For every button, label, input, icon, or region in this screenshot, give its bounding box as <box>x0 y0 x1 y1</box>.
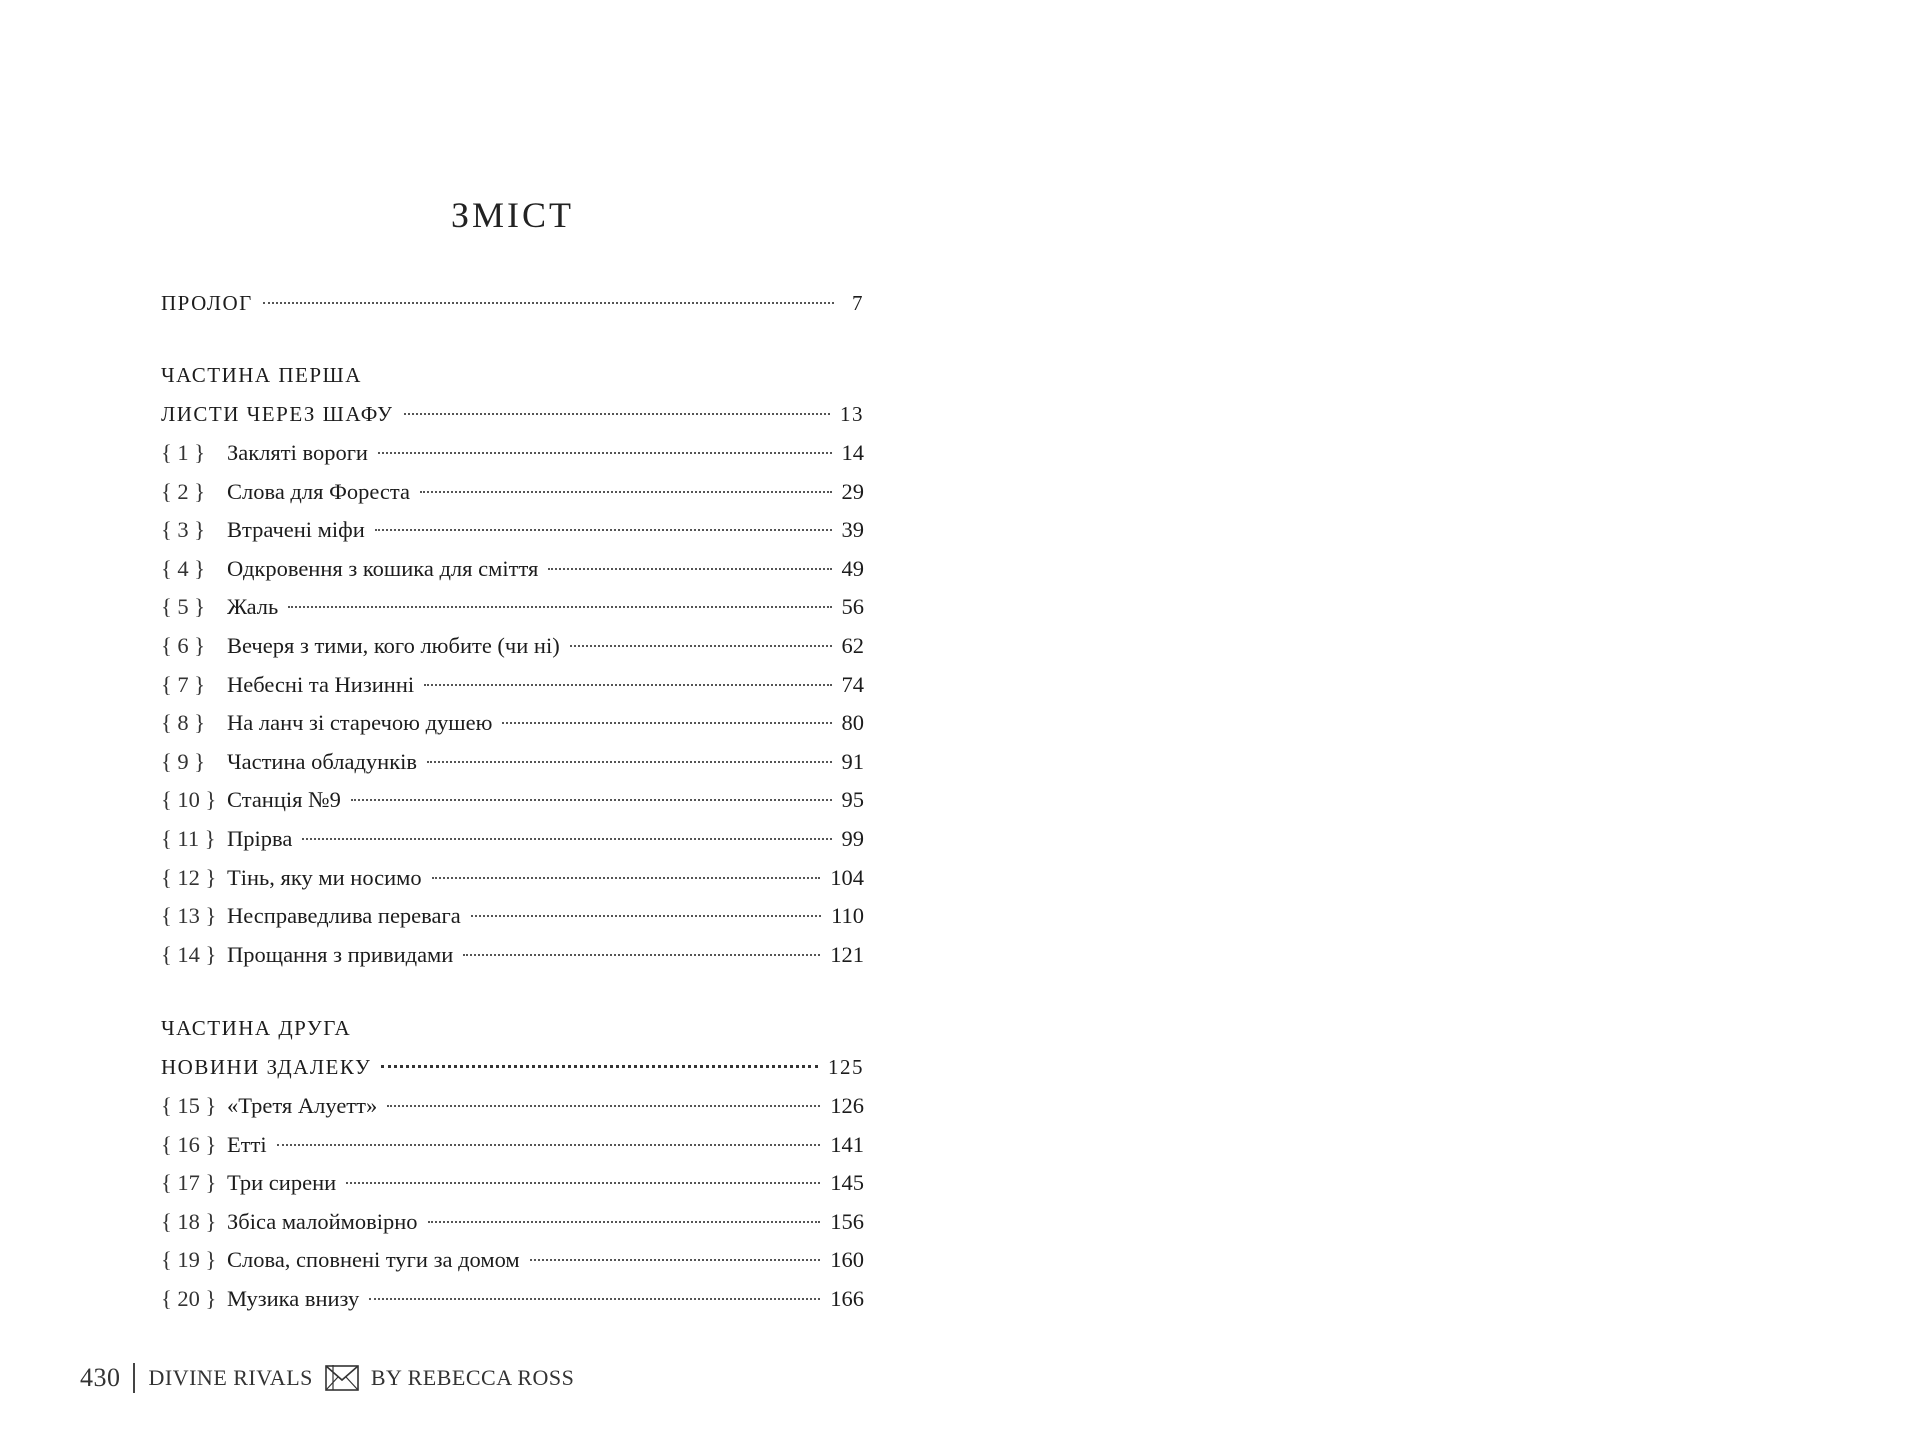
chapter-title: Слова, сповнені туги за домом <box>227 1247 520 1273</box>
chapter-page: 95 <box>841 787 864 813</box>
chapter-title: Прощання з привидами <box>227 941 454 967</box>
right-page <box>960 0 1920 1440</box>
chapter-page: 74 <box>841 671 864 697</box>
dot-leader <box>502 721 831 724</box>
chapter-page: 39 <box>841 517 864 543</box>
dot-leader <box>346 1181 820 1184</box>
chapter-title: Три сирени <box>227 1170 337 1196</box>
dot-leader <box>378 451 832 454</box>
chapter-number: { 9 } <box>161 748 206 774</box>
chapter-number: { 17 } <box>161 1170 217 1196</box>
chapter-page: 14 <box>841 440 864 465</box>
toc-chapter-entry[interactable] <box>161 1281 864 1317</box>
dot-leader <box>302 837 831 840</box>
chapter-number: { 15 } <box>161 1093 217 1118</box>
chapter-title: Вечеря з тими, кого любите (чи ні) <box>227 633 560 658</box>
toc-chapter-entry[interactable] <box>161 474 864 510</box>
toc-chapter-entry[interactable] <box>161 821 864 857</box>
part1-page: 13 <box>840 402 864 426</box>
chapter-number: { 6 } <box>161 633 206 658</box>
toc-entry-prologue[interactable] <box>161 285 864 321</box>
toc-chapter-entry[interactable] <box>161 1242 864 1278</box>
dot-leader <box>351 798 832 801</box>
toc-chapter-entry[interactable] <box>161 435 864 471</box>
chapter-number: { 2 } <box>161 478 206 504</box>
chapter-title: Втрачені міфи <box>227 517 365 543</box>
chapter-page: 121 <box>830 941 864 967</box>
chapter-number: { 1 } <box>161 440 206 465</box>
dot-leader <box>428 1220 821 1223</box>
chapter-title: «Третя Алуетт» <box>227 1093 378 1118</box>
chapter-title: Закляті вороги <box>227 440 368 465</box>
chapter-title: На ланч зі старечою душею <box>227 710 493 736</box>
toc-entry-part1[interactable] <box>161 396 864 432</box>
chapter-number: { 7 } <box>161 671 206 697</box>
dot-leader <box>548 567 831 570</box>
toc-chapter-entry[interactable] <box>161 782 864 818</box>
chapter-page: 156 <box>830 1208 864 1234</box>
dot-leader <box>387 1104 820 1107</box>
chapter-title: Одкровення з кошика для сміття <box>227 555 539 581</box>
chapter-title: Частина обладунків <box>227 748 418 774</box>
dot-leader <box>404 412 830 415</box>
chapter-page: 80 <box>841 710 864 736</box>
dot-leader <box>432 876 821 879</box>
part2-subtitle: НОВИНИ ЗДАЛЕКУ <box>161 1055 372 1079</box>
prologue-label: ПРОЛОГ <box>161 291 253 315</box>
chapter-page: 49 <box>841 555 864 581</box>
toc-chapter-entry[interactable] <box>161 705 864 741</box>
dot-leader <box>277 1143 821 1146</box>
toc-chapter-entry[interactable] <box>161 898 864 934</box>
dot-leader <box>463 953 820 956</box>
chapter-page: 141 <box>830 1131 864 1157</box>
chapter-page: 29 <box>841 478 864 504</box>
book-title: DIVINE RIVALS <box>148 1365 313 1390</box>
chapter-number: { 4 } <box>161 555 206 581</box>
chapter-page: 62 <box>841 633 864 658</box>
chapter-number: { 8 } <box>161 710 206 736</box>
toc-chapter-entry[interactable] <box>161 551 864 587</box>
toc-chapter-entry[interactable] <box>161 937 864 973</box>
chapter-title: Тінь, яку ми носимо <box>227 864 422 890</box>
dot-leader <box>381 1064 818 1068</box>
chapter-number: { 19 } <box>161 1247 217 1273</box>
part2-heading: ЧАСТИНА ДРУГА <box>161 1016 352 1040</box>
toc-chapter-entry[interactable] <box>161 1088 864 1124</box>
chapter-page: 126 <box>830 1093 864 1118</box>
part1-heading: ЧАСТИНА ПЕРША <box>161 363 362 387</box>
envelope-key-icon <box>325 1364 359 1392</box>
chapter-number: { 14 } <box>161 941 217 967</box>
dot-leader <box>263 301 834 304</box>
book-author: BY REBECCA ROSS <box>370 1365 575 1390</box>
toc-chapter-entry[interactable] <box>161 667 864 703</box>
chapter-page: 56 <box>841 594 864 620</box>
chapter-title: Станція №9 <box>227 787 341 813</box>
page-footer <box>80 1360 574 1396</box>
chapter-title: Жаль <box>227 594 279 620</box>
dot-leader <box>570 644 832 647</box>
dot-leader <box>424 683 831 686</box>
footer-divider <box>133 1363 135 1393</box>
toc-chapter-entry[interactable] <box>161 1127 864 1163</box>
chapter-number: { 5 } <box>161 594 206 620</box>
chapter-number: { 10 } <box>161 787 217 813</box>
toc-chapter-entry[interactable] <box>161 628 864 664</box>
prologue-page: 7 <box>852 291 864 315</box>
chapter-title: Прірва <box>227 826 293 851</box>
toc-chapter-entry[interactable] <box>161 1204 864 1240</box>
chapter-number: { 16 } <box>161 1131 217 1157</box>
chapter-title: Музика внизу <box>227 1286 360 1311</box>
part1-subtitle: ЛИСТИ ЧЕРЕЗ ШАФУ <box>161 402 394 426</box>
chapter-title: Етті <box>227 1131 267 1157</box>
folio-number: 430 <box>80 1363 121 1392</box>
toc-chapter-entry[interactable] <box>161 860 864 896</box>
chapter-number: { 12 } <box>161 864 217 890</box>
chapter-number: { 18 } <box>161 1208 217 1234</box>
chapter-page: 99 <box>841 826 864 851</box>
toc-chapter-entry[interactable] <box>161 512 864 548</box>
contents-title: ЗМІСТ <box>450 195 575 235</box>
chapter-page: 110 <box>831 903 864 929</box>
chapter-title: Небесні та Низинні <box>227 671 415 697</box>
toc-entry-part2[interactable] <box>161 1049 864 1085</box>
chapter-page: 91 <box>841 748 864 774</box>
chapter-title: Несправедлива перевага <box>227 903 461 929</box>
dot-leader <box>471 914 821 917</box>
chapter-page: 104 <box>830 864 864 890</box>
chapter-number: { 13 } <box>161 903 217 929</box>
dot-leader <box>420 490 832 493</box>
dot-leader <box>375 528 832 531</box>
part2-page: 125 <box>828 1055 864 1079</box>
dot-leader <box>427 760 831 763</box>
chapter-page: 166 <box>830 1286 864 1311</box>
dot-leader <box>530 1258 821 1261</box>
dot-leader <box>288 605 831 608</box>
toc-chapter-entry[interactable] <box>161 589 864 625</box>
toc-chapter-entry[interactable] <box>161 1165 864 1201</box>
toc-chapter-entry[interactable] <box>161 744 864 780</box>
chapter-title: Слова для Фореста <box>227 478 410 504</box>
chapter-number: { 3 } <box>161 517 206 543</box>
chapter-number: { 11 } <box>161 826 216 851</box>
chapter-page: 160 <box>830 1247 864 1273</box>
chapter-page: 145 <box>830 1170 864 1196</box>
chapter-number: { 20 } <box>161 1286 217 1311</box>
dot-leader <box>369 1297 820 1300</box>
chapter-title: Збіса малоймовірно <box>227 1208 418 1234</box>
